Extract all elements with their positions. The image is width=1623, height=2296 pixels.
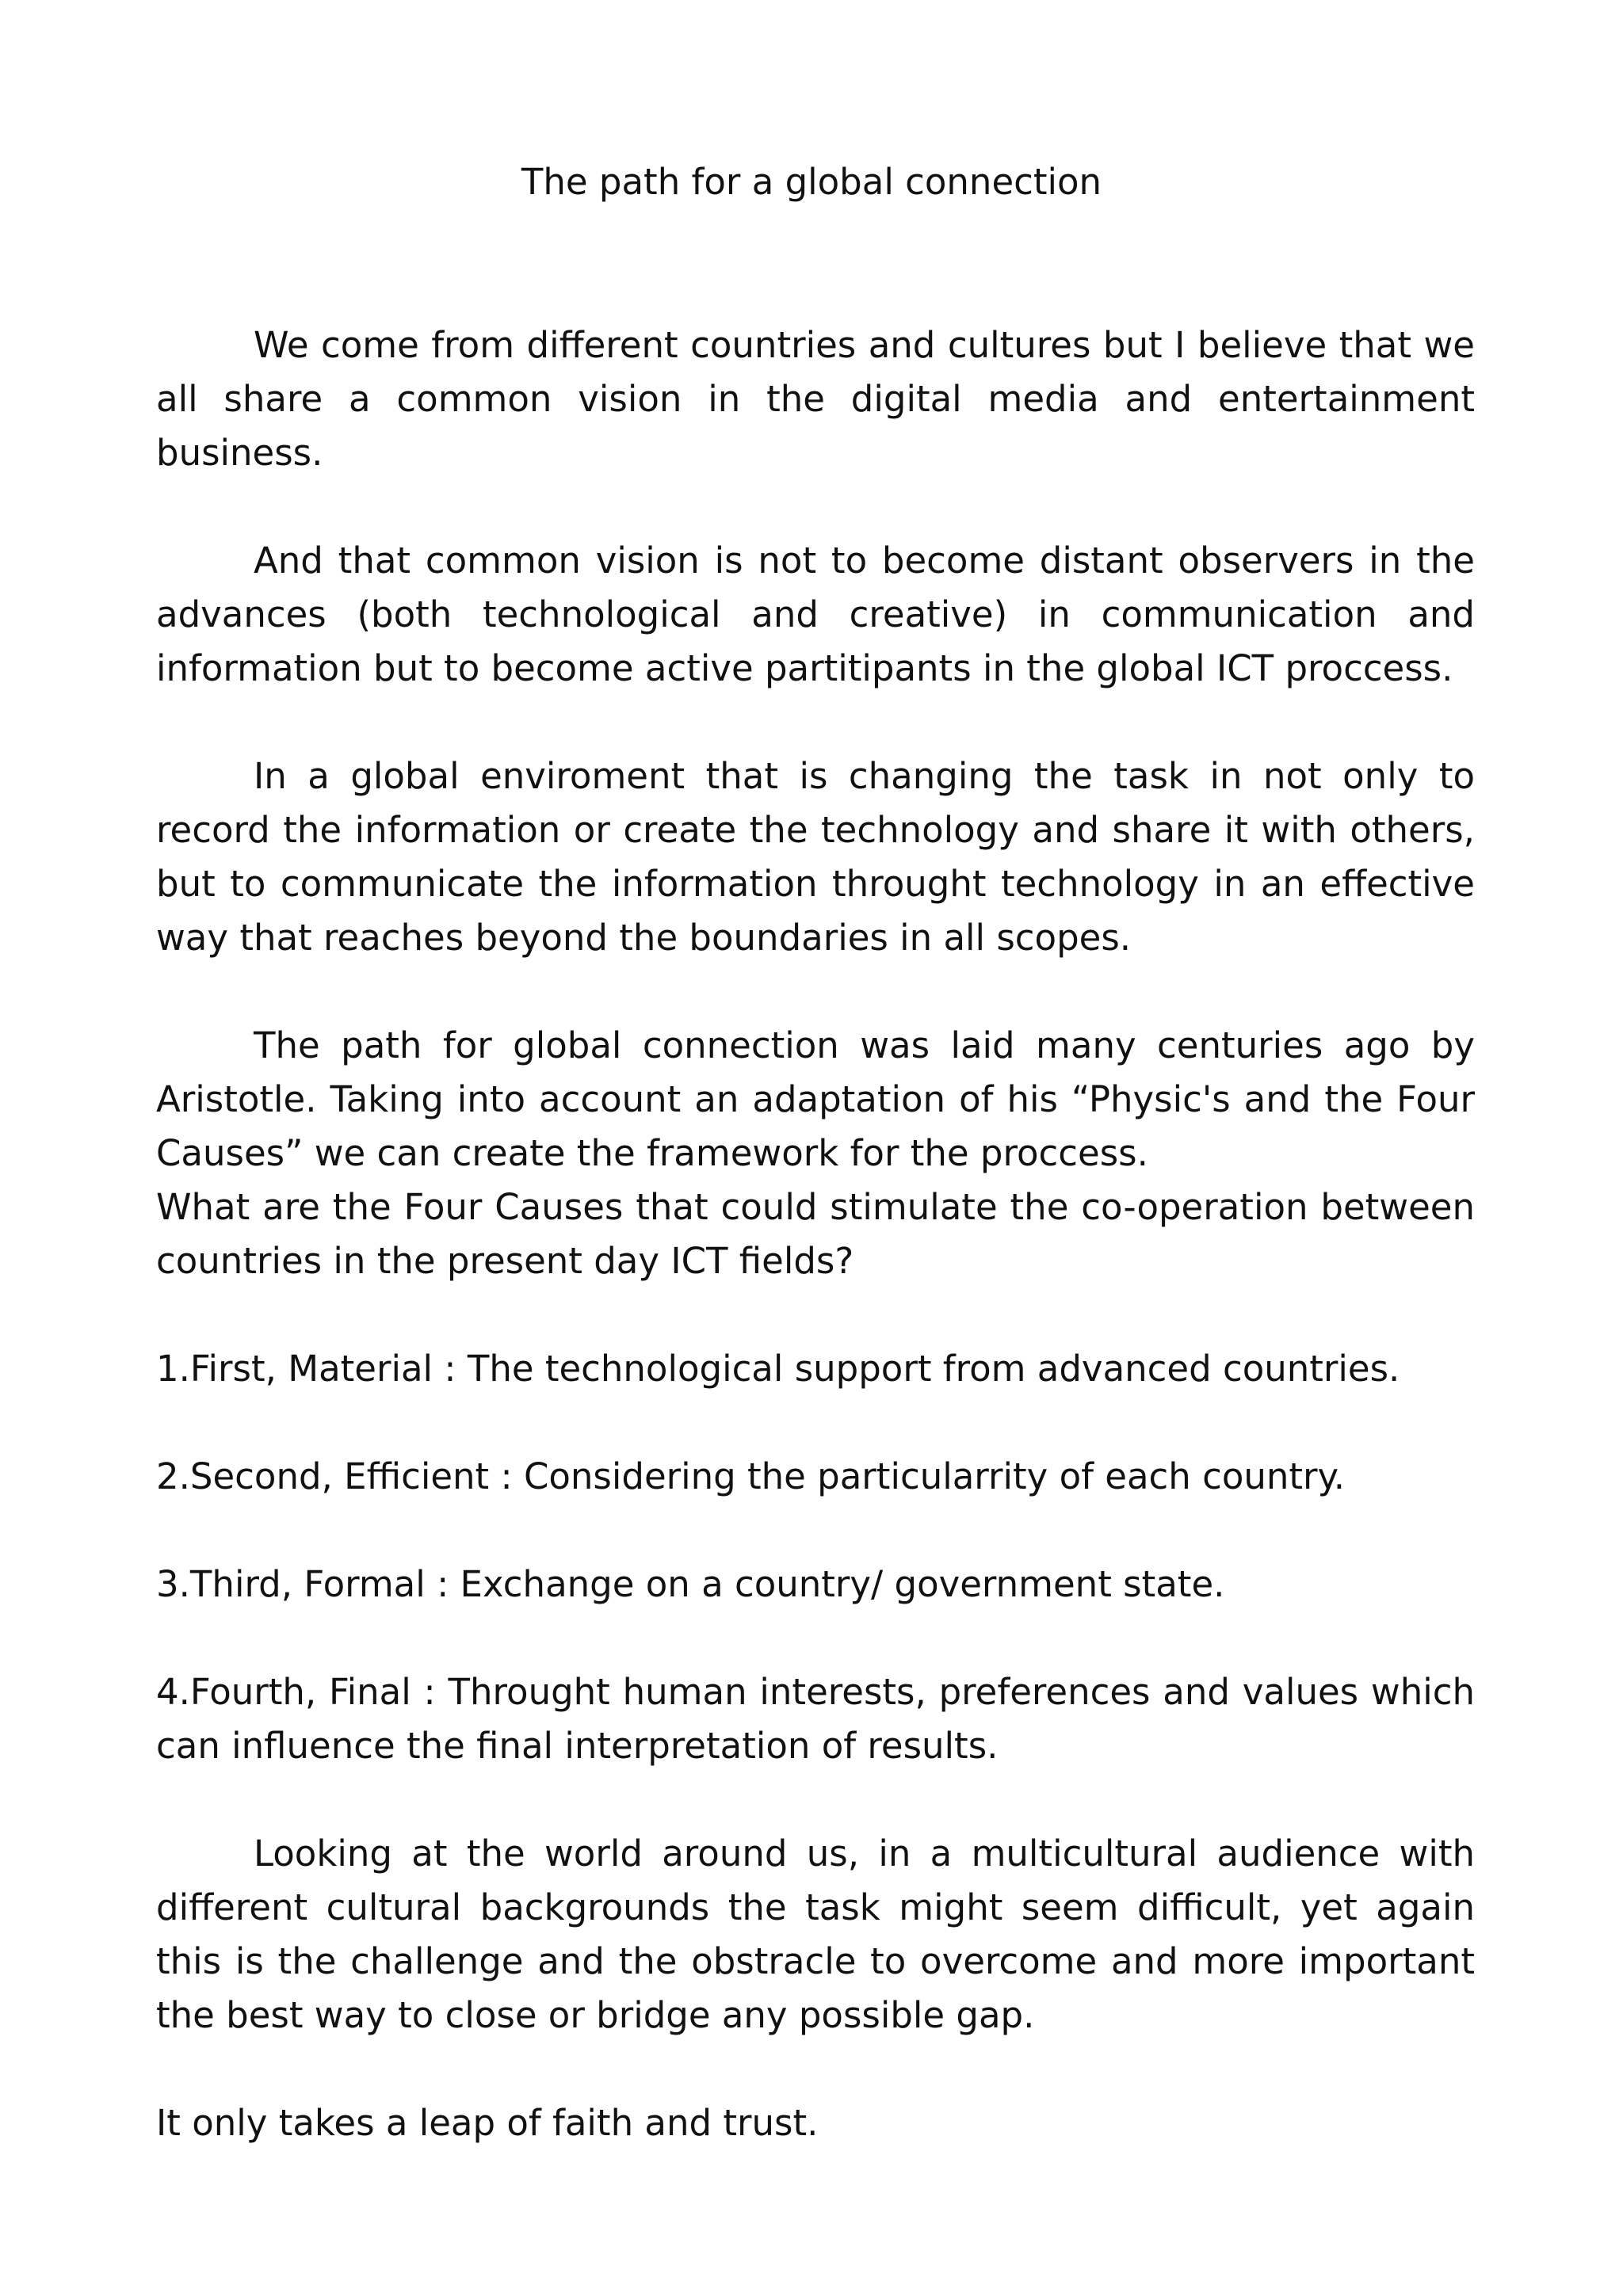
paragraph-active-participants: And that common vision is not to become distant observers in the advances (both technological and creative) in communication and information but to become active partitipants in the global ICT proccess. (156, 540, 1475, 689)
document-title: The path for a global connection (521, 161, 1102, 203)
list-item-efficient: 2.Second, Efficient : Considering the particularrity of each country. (156, 1455, 1346, 1497)
paragraph-shared-vision: We come from different countries and cultures but I believe that we all share a common vision in the digital media and entertainment business. (156, 324, 1475, 474)
list-item-final: 4.Fourth, Final : Throught human interests, preferences and values which can influence the final interpretation of results. (156, 1671, 1475, 1767)
paragraph-four-causes-question: What are the Four Causes that could stimulate the co-operation between countries in the present day ICT fields? (156, 1186, 1475, 1282)
paragraph-multicultural-audience: Looking at the world around us, in a multicultural audience with different cultural backgrounds the task might seem difficult, yet again this is the challenge and the obstracle to overcome and more important the best way to close or bridge any possible gap. (156, 1833, 1475, 2036)
list-item-formal: 3.Third, Formal : Exchange on a country/ government state. (156, 1563, 1225, 1605)
paragraph-closing: It only takes a leap of faith and trust. (156, 2102, 819, 2144)
paragraph-aristotle: The path for global connection was laid many centuries ago by Aristotle. Taking into account an adaptation of his “Physic's and the Four Causes” we can create the framework for the proccess. (156, 1024, 1475, 1174)
document-body (156, 318, 1475, 2150)
list-item-material: 1.First, Material : The technological support from advanced countries. (156, 1348, 1400, 1390)
paragraph-global-environment: In a global enviroment that is changing the task in not only to record the information or create the technology and share it with others, but to communicate the information throught technology in an effective way that reaches beyond the boundaries in all scopes. (156, 755, 1475, 959)
